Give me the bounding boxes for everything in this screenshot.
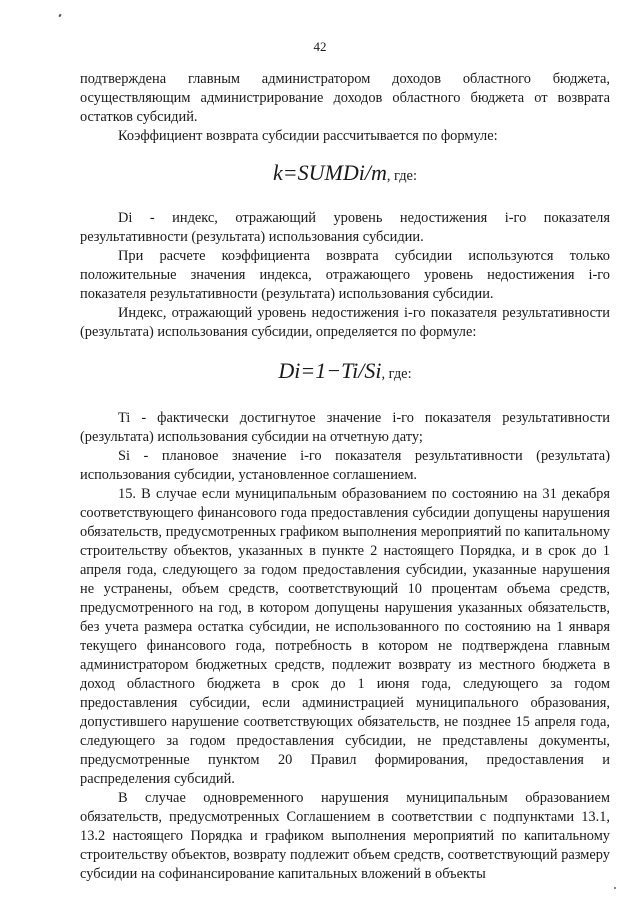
paragraph: Di - индекс, отражающий уровень недостижения i-го показателя результативности (результата) использования субсидии. xyxy=(80,210,610,245)
document-body xyxy=(80,70,610,884)
scan-dot xyxy=(614,887,616,889)
formula-d-expression: Di=1−Ti/Si xyxy=(278,358,382,383)
formula-k-expression: k=SUMDi/m xyxy=(273,160,387,185)
paragraph: При расчете коэффициента возврата субсидии используются только положительные значения индекса, отражающего уровень недостижения i-го показателя результативности (результата) использования субсидии. xyxy=(80,248,610,302)
formula-d-suffix: , где: xyxy=(381,366,412,382)
paragraph: 15. В случае если муниципальным образованием по состоянию на 31 декабря соответствующего финансового года предоставления субсидии допущены нарушения обязательств, предусмотренных графиком выполнения мероприятий по капитальному строительству объектов, указанных в пункте 2 настоящего Порядка, и в срок до 1 апреля года, следующего за годом предоставления субсидии, указанные нарушения не устранены, объем средств, соответствующий 10 процентам объема средств, предусмотренного на год, в котором допущены нарушения указанных обязательств, без учета размера остатка субсидии, не использованного по состоянию на 1 января текущего финансового года, потребность в котором не подтверждена главным администратором бюджетных средств, подлежит возврату из местного бюджета в доход областного бюджета в срок до 1 июня года, следующего за годом предоставления субсидии, если администрацией муниципального образования, допустившего нарушение соответствующих обязательств, не позднее 15 апреля года, следующего за годом предоставления субсидии, не представлены документы, предусмотренные пунктом 20 Правил формирования, предоставления и распределения субсидий. xyxy=(80,486,610,787)
page-number: 42 xyxy=(313,39,327,54)
scan-mark xyxy=(58,14,61,18)
paragraph: В случае одновременного нарушения муниципальным образованием обязательств, предусмотренных Соглашением в соответствии с подпунктами 13.1, 13.2 настоящего Порядка и графиком выполнения мероприятий по капитальному строительству объектов, возврату подлежит объем средств, соответствующий размеру субсидии на софинансирование капитальных вложений в объекты xyxy=(80,790,610,882)
formula-d xyxy=(80,358,610,387)
formula-k-suffix: , где: xyxy=(386,168,417,184)
paragraph: Индекс, отражающий уровень недостижения i-го показателя результативности (результата) использования субсидии, определяется по формуле: xyxy=(80,305,610,340)
paragraph: Si - плановое значение i-го показателя результативности (результата) использования субсидии, установленное соглашением. xyxy=(80,448,610,483)
paragraph: подтверждена главным администратором доходов областного бюджета, осуществляющим администрирование доходов областного бюджета от возврата остатков субсидий. xyxy=(80,71,610,125)
paragraph: Коэффициент возврата субсидии рассчитывается по формуле: xyxy=(118,128,498,144)
formula-k xyxy=(80,160,610,189)
paragraph: Ti - фактически достигнутое значение i-го показателя результативности (результата) использования субсидии на отчетную дату; xyxy=(80,410,610,445)
